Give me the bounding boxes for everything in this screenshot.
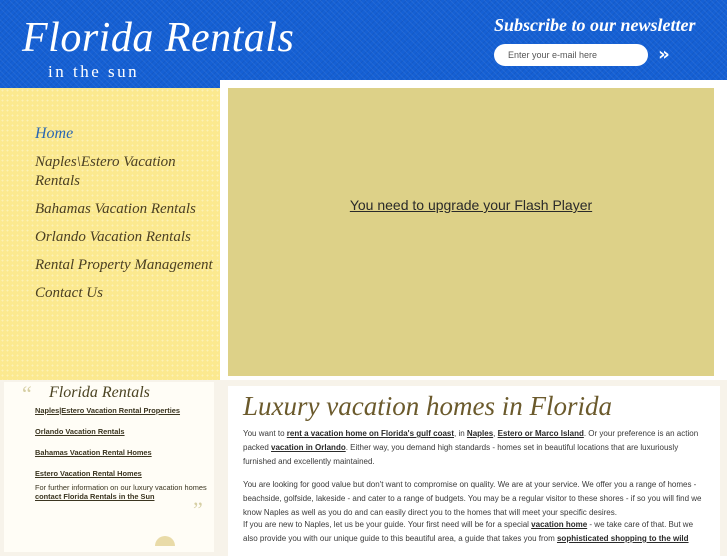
link-vacation-orlando[interactable]: vacation in Orlando xyxy=(271,443,346,452)
intro-text-1: You want to xyxy=(243,429,287,438)
sidebar-footer-text: For further information on our luxury vacation homes xyxy=(35,483,207,492)
link-rent-vacation-home[interactable]: rent a vacation home on Florida's gulf coast xyxy=(286,429,455,438)
guide-text-2: - we take care of that. But we also provide you with our unique guide to this beautiful area, a guide that takes you from xyxy=(243,520,694,543)
logo-tagline: in the sun xyxy=(48,62,140,81)
newsletter-title: Subscribe to our newsletter xyxy=(494,15,696,35)
flash-upgrade-link[interactable]: You need to upgrade your Flash Player xyxy=(349,197,593,213)
nav-item-orlando[interactable]: Orlando Vacation Rentals xyxy=(35,229,191,245)
close-quote-icon: ” xyxy=(193,497,203,522)
link-sophisticated-shopping[interactable]: sophisticated shopping to the wild xyxy=(556,534,689,543)
nav-item-contact[interactable]: Contact Us xyxy=(35,285,103,301)
site-logo[interactable]: Florida Rentals xyxy=(22,15,295,61)
nav-item-property-management[interactable]: Rental Property Management xyxy=(35,257,213,273)
intro-text-5: . Either way, you demand high standards - homes set in beautiful locations that are luxuriously furnished and excellently maintained. xyxy=(243,443,679,466)
flash-banner xyxy=(228,88,714,376)
sidebar-link-orlando[interactable]: Orlando Vacation Rentals xyxy=(35,427,125,436)
sidebar-link-naples-estero[interactable]: Naples|Estero Vacation Rental Properties xyxy=(35,406,181,415)
guide-paragraph xyxy=(243,518,703,546)
link-estero-marco-island[interactable]: Estero or Marco Island xyxy=(497,429,584,438)
value-paragraph: You are looking for good value but don't want to compromise on quality. We are at your service. We offer you a range of homes - beachside, golfside, lakeside - and cater to a range of budgets. You may be a regular visitor to these shores - if so you will find we know Naples as well as you do and can easily direct you to the homes that will meet your specific desires. xyxy=(243,480,702,517)
nav-item-naples-estero[interactable]: Naples\Estero Vacation Rentals xyxy=(35,154,176,189)
newsletter-submit-button[interactable]: » xyxy=(658,44,670,65)
sidebar-contact-text xyxy=(35,483,217,501)
sidebar-link-estero[interactable]: Estero Vacation Rental Homes xyxy=(35,469,142,478)
link-vacation-home[interactable]: vacation home xyxy=(531,520,588,529)
page-title: Luxury vacation homes in Florida xyxy=(243,391,612,421)
site-header xyxy=(0,0,727,88)
newsletter-email-input[interactable] xyxy=(494,44,648,66)
guide-text-1: If you are new to Naples, let us be your guide. Your first need will be for a special xyxy=(243,520,532,529)
sidebar xyxy=(0,88,220,380)
nav-item-home[interactable]: Home xyxy=(35,125,74,142)
sidebar-box-title: Florida Rentals xyxy=(49,384,150,401)
nav-item-bahamas[interactable]: Bahamas Vacation Rentals xyxy=(35,201,196,217)
intro-text-4: . Or your preference is an action packed xyxy=(243,429,699,452)
intro-text-2: , in xyxy=(454,429,467,438)
sidebar-contact-link[interactable]: contact Florida Rentals in the Sun xyxy=(35,492,155,501)
open-quote-icon: “ xyxy=(22,381,32,406)
sidebar-link-list xyxy=(35,406,215,490)
intro-text-3: , xyxy=(493,429,498,438)
intro-paragraph xyxy=(243,427,703,469)
link-naples[interactable]: Naples xyxy=(466,429,494,438)
sidebar-link-bahamas[interactable]: Bahamas Vacation Rental Homes xyxy=(35,448,152,457)
main-nav xyxy=(35,124,215,312)
